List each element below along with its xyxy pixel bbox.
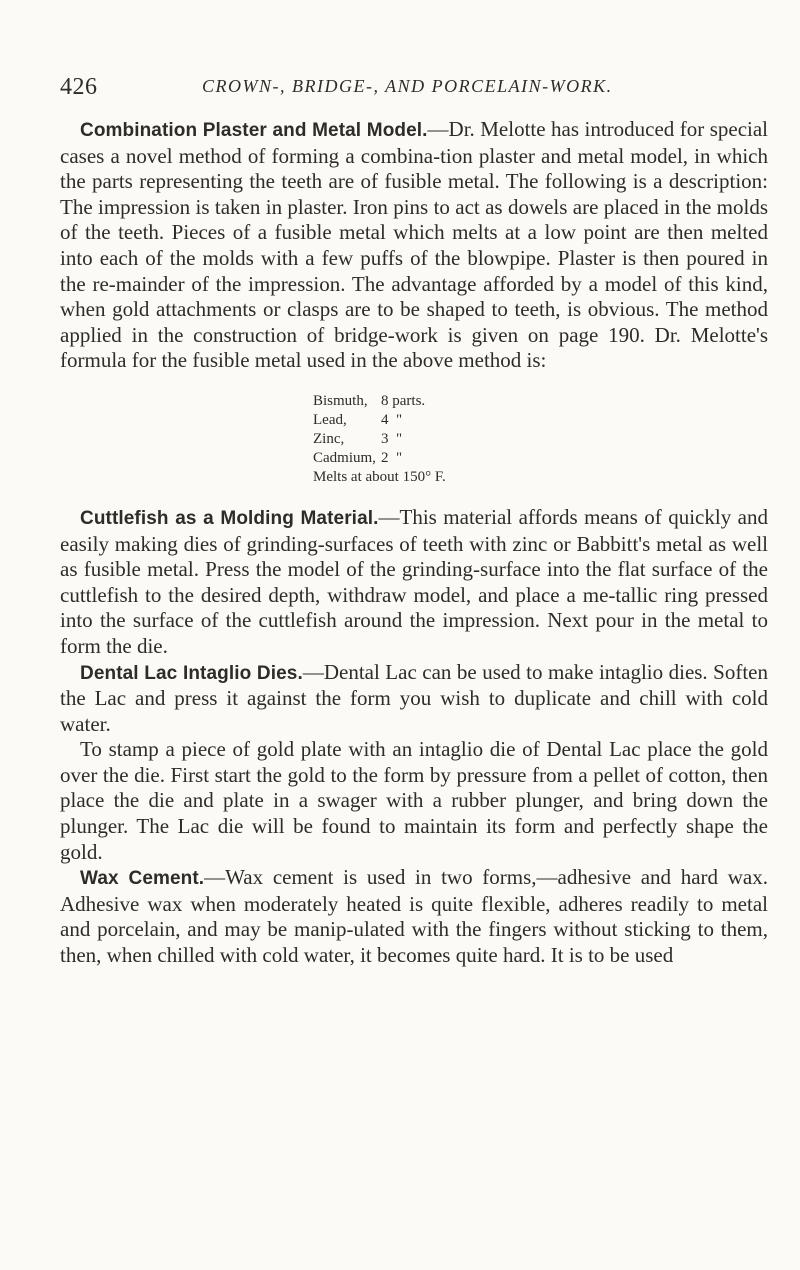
formula-parts: 4 " bbox=[381, 411, 403, 428]
formula-metal: Zinc, bbox=[313, 430, 345, 447]
section-heading-wax-cement: Wax Cement. bbox=[80, 868, 205, 890]
paragraph-text: —Dental Lac can be used to make intaglio dies. Soften the Lac and press it against the form you wish to duplicate and chill with cold water. bbox=[60, 659, 768, 736]
formula-parts: 2 " bbox=[381, 449, 403, 466]
paragraph-text: —Wax cement is used in two forms,—adhesive and hard wax. Adhesive wax when moderately heated is quite flexible, adheres readily to metal and porcelain, and may be manip-ulated with the fingers without sticking to them, then, when chilled with cold water, it becomes quite hard. It is to be used bbox=[60, 865, 768, 968]
running-head bbox=[60, 74, 760, 104]
formula-row bbox=[313, 411, 768, 430]
running-title: CROWN-, BRIDGE-, AND PORCELAIN-WORK. bbox=[202, 76, 613, 96]
paragraph-dental-lac bbox=[60, 660, 768, 738]
paragraph-text: —Dr. Melotte has introduced for special cases a novel method of forming a combina-tion plaster and metal model, in which the parts representing the teeth are of fusible metal. The following is a description: The impression is taken in plaster. Iron pins to act as dowels are placed in the molds of the teeth. Pieces of a fusible metal which melts at a low point are then melted into each of the molds with a few puffs of the blowpipe. Plaster is then poured in the re-mainder of the impression. The advantage afforded by a model of this kind, when gold attachments or clasps are to be shaped to teeth, is obvious. The method applied in the construction of bridge-work is given on page 190. Dr. Melotte's formula for the fusible metal used in the above method is: bbox=[60, 117, 769, 373]
fusible-metal-formula bbox=[313, 392, 768, 487]
paragraph-dental-lac-stamping: To stamp a piece of gold plate with an intaglio die of Dental Lac place the gold over the die. First start the gold to the form by pressure from a pellet of cotton, then place the die and plate in a swager with a rubber plunger, and bring down the plunger. The Lac die will be found to maintain its form and perfectly shape the gold. bbox=[60, 737, 768, 864]
paragraph-text: —This material affords means of quickly and easily making dies of grinding-surfaces of teeth with zinc or Babbitt's metal as well as fusible metal. Press the model of the grinding-surface into the flat surface of the cuttlefish to the desired depth, withdraw model, and place a me-tallic ring pressed into the surface of the cuttlefish around the impression. Next pour in the metal to form the die. bbox=[60, 504, 768, 658]
formula-row bbox=[313, 430, 768, 449]
section-heading-cuttlefish: Cuttlefish as a Molding Material. bbox=[80, 507, 379, 529]
body-text bbox=[60, 117, 768, 969]
formula-parts: 8 parts. bbox=[381, 392, 426, 409]
paragraph-combination-model bbox=[60, 117, 768, 374]
section-heading-combination-model: Combination Plaster and Metal Model. bbox=[80, 120, 428, 141]
formula-row bbox=[313, 392, 768, 411]
formula-parts: 3 " bbox=[381, 430, 403, 447]
paragraph-cuttlefish bbox=[60, 505, 768, 660]
page-number: 426 bbox=[60, 74, 98, 100]
formula-metal: Lead, bbox=[313, 411, 347, 428]
melting-point: Melts at about 150° F. bbox=[313, 468, 446, 485]
section-heading-dental-lac: Dental Lac Intaglio Dies. bbox=[80, 662, 303, 684]
formula-metal: Bismuth, bbox=[313, 392, 368, 409]
formula-metal: Cadmium, bbox=[313, 449, 376, 466]
formula-row bbox=[313, 449, 768, 468]
paragraph-wax-cement bbox=[60, 865, 768, 968]
